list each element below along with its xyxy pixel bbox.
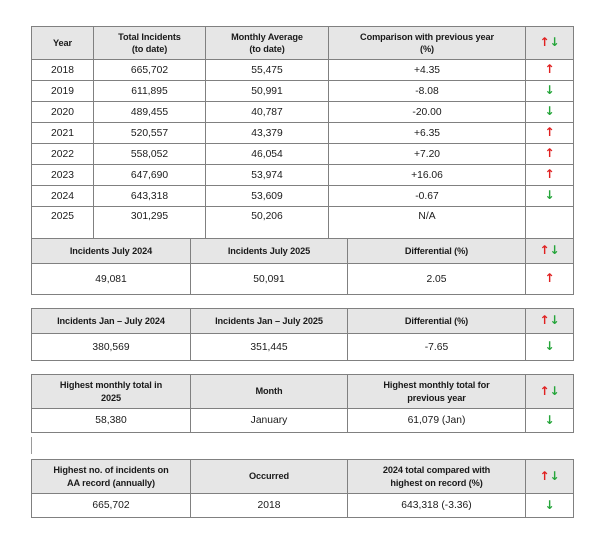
cell-trend bbox=[526, 60, 574, 81]
cell-comparison: +16.06 bbox=[329, 165, 526, 186]
cell-total-incidents: 489,455 bbox=[94, 102, 206, 123]
table-header-row bbox=[32, 309, 574, 334]
record-incidents-table bbox=[31, 459, 574, 518]
cell-month: January bbox=[191, 409, 348, 433]
header-line-2: (to date) bbox=[131, 44, 168, 54]
column-header-trend bbox=[526, 460, 574, 494]
column-header-differential: Differential (%) bbox=[348, 309, 526, 334]
cell-comparison: -20.00 bbox=[329, 102, 526, 123]
column-header-differential: Differential (%) bbox=[348, 239, 526, 264]
cell-incidents-jan-july-2025: 351,445 bbox=[191, 334, 348, 361]
header-line-1: Total Incidents bbox=[118, 31, 181, 42]
table-row bbox=[32, 334, 574, 361]
column-header-year bbox=[32, 27, 94, 60]
header-line-1: Comparison with previous year bbox=[360, 31, 494, 42]
cell-comparison: -0.67 bbox=[329, 186, 526, 207]
arrow-up-icon: ↑ bbox=[544, 125, 555, 139]
table-row bbox=[32, 409, 574, 433]
arrow-down-icon: ↓ bbox=[544, 188, 555, 202]
cell-total-incidents: 643,318 bbox=[94, 186, 206, 207]
header-line-2: (%) bbox=[420, 44, 434, 54]
header-line-2: highest on record (%) bbox=[390, 477, 483, 488]
cell-comparison: -8.08 bbox=[329, 81, 526, 102]
cell-year: 2019 bbox=[32, 81, 94, 102]
arrow-up-icon: ↑ bbox=[539, 243, 550, 258]
cell-year: 2020 bbox=[32, 102, 94, 123]
arrow-down-icon: ↓ bbox=[549, 243, 560, 258]
cell-monthly-average: 55,475 bbox=[206, 60, 329, 81]
cell-year: 2024 bbox=[32, 186, 94, 207]
cell-trend bbox=[526, 165, 574, 186]
column-header-highest-monthly-previous-year bbox=[348, 375, 526, 409]
arrow-down-icon: ↓ bbox=[544, 339, 555, 353]
cell-year: 2023 bbox=[32, 165, 94, 186]
cell-trend bbox=[526, 186, 574, 207]
cell-incidents-july-2025: 50,091 bbox=[191, 264, 348, 295]
table-row bbox=[32, 264, 574, 295]
cell-monthly-average: 43,379 bbox=[206, 123, 329, 144]
cell-differential: -7.65 bbox=[348, 334, 526, 361]
cell-monthly-average: 46,054 bbox=[206, 144, 329, 165]
trend-icon bbox=[544, 271, 555, 285]
stray-rule-artifact bbox=[31, 437, 32, 454]
cell-incidents-jan-july-2024: 380,569 bbox=[32, 334, 191, 361]
column-header-highest-monthly-2025 bbox=[32, 375, 191, 409]
header-line-1: Highest monthly total in bbox=[59, 380, 163, 390]
cell-year: 2018 bbox=[32, 60, 94, 81]
column-header-comparison bbox=[329, 27, 526, 60]
trend-legend-icons bbox=[539, 468, 560, 483]
cell-total-incidents: 647,690 bbox=[94, 165, 206, 186]
header-line-1: Highest monthly total for bbox=[383, 380, 490, 390]
cell-year: 2022 bbox=[32, 144, 94, 165]
cell-year: 2021 bbox=[32, 123, 94, 144]
column-header-incidents-jan-july-2024: Incidents Jan – July 2024 bbox=[32, 309, 191, 334]
header-line-2: AA record (annually) bbox=[66, 477, 156, 488]
cell-monthly-average: 53,609 bbox=[206, 186, 329, 207]
arrow-up-icon: ↑ bbox=[539, 35, 550, 50]
trend-icon bbox=[544, 497, 555, 512]
arrow-up-icon: ↑ bbox=[544, 62, 555, 76]
table-row bbox=[32, 102, 574, 123]
cell-trend bbox=[526, 102, 574, 123]
cell-year: 2025 bbox=[32, 207, 94, 253]
arrow-up-icon: ↑ bbox=[539, 313, 550, 328]
yearly-incidents-table bbox=[31, 26, 574, 253]
header-line-1: 2024 total compared with bbox=[382, 465, 491, 475]
cell-trend bbox=[526, 494, 574, 518]
cell-highest-monthly-2025: 58,380 bbox=[32, 409, 191, 433]
cell-total-incidents: 558,052 bbox=[94, 144, 206, 165]
cell-occurred: 2018 bbox=[191, 494, 348, 518]
arrow-up-icon: ↑ bbox=[544, 146, 555, 160]
table-row bbox=[32, 81, 574, 102]
column-header-total-incidents bbox=[94, 27, 206, 60]
cell-comparison: +4.35 bbox=[329, 60, 526, 81]
cell-monthly-average: 53,974 bbox=[206, 165, 329, 186]
column-header-highest-on-record bbox=[32, 460, 191, 494]
trend-legend-icons bbox=[539, 243, 560, 258]
cell-incidents-july-2024: 49,081 bbox=[32, 264, 191, 295]
trend-icon bbox=[544, 412, 555, 427]
arrow-down-icon: ↓ bbox=[549, 35, 560, 50]
column-header-incidents-jan-july-2025: Incidents Jan – July 2025 bbox=[191, 309, 348, 334]
column-header-trend bbox=[526, 375, 574, 409]
arrow-up-icon: ↑ bbox=[544, 167, 555, 181]
cell-trend bbox=[526, 144, 574, 165]
table-header-row bbox=[32, 375, 574, 409]
trend-legend-icons bbox=[539, 35, 560, 50]
arrow-down-icon: ↓ bbox=[544, 412, 555, 427]
column-header-trend bbox=[526, 27, 574, 60]
cell-trend bbox=[526, 264, 574, 295]
cell-monthly-average: 40,787 bbox=[206, 102, 329, 123]
cell-trend bbox=[526, 81, 574, 102]
table-header-row bbox=[32, 27, 574, 60]
arrow-down-icon: ↓ bbox=[549, 468, 560, 483]
arrow-up-icon: ↑ bbox=[544, 271, 555, 285]
arrow-down-icon: ↓ bbox=[549, 313, 560, 328]
cell-total-incidents: 301,295 bbox=[94, 207, 206, 253]
table-header-row bbox=[32, 460, 574, 494]
arrow-up-icon: ↑ bbox=[539, 383, 550, 398]
july-comparison-table bbox=[31, 238, 574, 295]
column-header-month: Month bbox=[191, 375, 348, 409]
trend-icon bbox=[544, 339, 555, 353]
cell-total-incidents: 611,895 bbox=[94, 81, 206, 102]
arrow-up-icon: ↑ bbox=[539, 468, 550, 483]
header-line-1: Monthly Average bbox=[231, 31, 303, 42]
jan-july-comparison-table bbox=[31, 308, 574, 361]
yearly-table-body bbox=[32, 60, 574, 253]
cell-trend bbox=[526, 334, 574, 361]
column-header-trend bbox=[526, 239, 574, 264]
column-header-incidents-july-2024: Incidents July 2024 bbox=[32, 239, 191, 264]
cell-total-incidents: 520,557 bbox=[94, 123, 206, 144]
column-header-trend bbox=[526, 309, 574, 334]
cell-highest-on-record: 665,702 bbox=[32, 494, 191, 518]
trend-legend-icons bbox=[539, 383, 560, 398]
column-header-2024-vs-record bbox=[348, 460, 526, 494]
header-text: Year bbox=[52, 37, 72, 48]
arrow-down-icon: ↓ bbox=[544, 497, 555, 512]
arrow-down-icon: ↓ bbox=[544, 83, 555, 97]
cell-trend bbox=[526, 123, 574, 144]
column-header-monthly-average bbox=[206, 27, 329, 60]
cell-trend bbox=[526, 409, 574, 433]
cell-comparison: +6.35 bbox=[329, 123, 526, 144]
cell-monthly-average: 50,206 bbox=[206, 207, 329, 253]
header-line-2: 2025 bbox=[100, 392, 122, 403]
highest-monthly-total-table bbox=[31, 374, 574, 433]
cell-total-incidents: 665,702 bbox=[94, 60, 206, 81]
cell-highest-monthly-previous-year: 61,079 (Jan) bbox=[348, 409, 526, 433]
cell-comparison: +7.20 bbox=[329, 144, 526, 165]
table-row bbox=[32, 123, 574, 144]
trend-legend-icons bbox=[539, 313, 560, 328]
column-header-incidents-july-2025: Incidents July 2025 bbox=[191, 239, 348, 264]
table-row bbox=[32, 60, 574, 81]
cell-2024-vs-record: 643,318 (-3.36) bbox=[348, 494, 526, 518]
arrow-down-icon: ↓ bbox=[549, 383, 560, 398]
cell-monthly-average: 50,991 bbox=[206, 81, 329, 102]
table-header-row bbox=[32, 239, 574, 264]
column-header-occurred: Occurred bbox=[191, 460, 348, 494]
header-line-2: (to date) bbox=[249, 44, 285, 54]
table-row bbox=[32, 165, 574, 186]
arrow-down-icon: ↓ bbox=[544, 104, 555, 118]
cell-differential: 2.05 bbox=[348, 264, 526, 295]
table-row bbox=[32, 144, 574, 165]
cell-comparison: N/A bbox=[329, 207, 526, 253]
table-row bbox=[32, 494, 574, 518]
header-line-2: previous year bbox=[407, 392, 466, 403]
header-line-1: Highest no. of incidents on bbox=[53, 465, 169, 475]
table-row bbox=[32, 186, 574, 207]
